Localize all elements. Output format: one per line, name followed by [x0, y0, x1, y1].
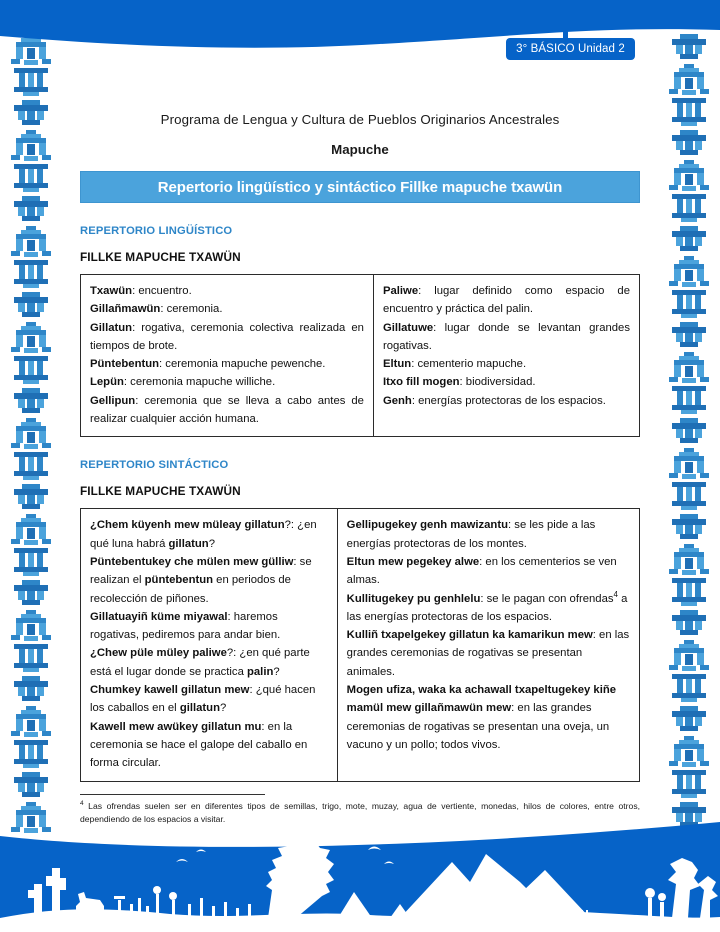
entry-term: Gillañmawün: [90, 303, 161, 316]
entry-term: Txawün: [90, 285, 133, 297]
entry-term: Kulliñ txapelgekey gillatun ka kamarikun mew: [346, 629, 593, 642]
repertoire-entry: [347, 590, 630, 627]
entry-term: Eltun mew pegekey alwe: [346, 555, 480, 568]
entry-definition-cont: ?: [273, 665, 280, 678]
repertoire-entry: [383, 373, 630, 391]
footnote-text: [80, 800, 640, 827]
entry-definition: : se les pide a las energías protectoras de los montes.: [346, 519, 596, 550]
table-column: [338, 509, 639, 780]
entry-term: Kullitugekey pu genhlelu: [346, 592, 481, 605]
entry-term: Kawell mew awükey gillatun mu: [90, 720, 262, 733]
repertoire-entry: [90, 282, 364, 300]
entry-term: Gellipugekey genh mawizantu: [346, 519, 509, 532]
entry-term-inline: püntebentun: [144, 574, 214, 587]
footnote-marker: 4: [613, 589, 618, 599]
repertoire-entry: [383, 355, 630, 373]
repertoire-entry: [90, 319, 364, 356]
entry-definition: : rogativa, ceremonia colectiva realizada en tiempos de brote.: [90, 321, 364, 352]
repertoire-entry: [90, 516, 328, 553]
entry-definition: : ceremonia mapuche pewenche.: [159, 358, 326, 371]
unit-badge: 3° BÁSICO Unidad 2: [506, 38, 635, 60]
mapuche-border-left: [8, 34, 54, 834]
entry-term-inline: palin: [247, 665, 274, 678]
entry-term: Chumkey kawell gillatun mew: [90, 684, 250, 697]
entry-definition: : ceremonia que se lleva a cabo antes de realizar cualquier acción humana.: [90, 394, 364, 426]
mapuche-border-right: [666, 34, 712, 834]
section-heading-sintactico: REPERTORIO SINTÁCTICO: [80, 459, 229, 472]
entry-definition-cont: a las energías protectoras de los espacios.: [346, 592, 628, 623]
table-column: [81, 509, 338, 780]
section-subheading-sintactico: FILLKE MAPUCHE TXAWÜN: [80, 484, 241, 499]
repertoire-entry: [90, 355, 364, 373]
repertoire-entry: [347, 516, 630, 553]
repertoire-entry: [347, 553, 630, 590]
entry-definition: : se le pagan con ofrendas: [480, 592, 614, 605]
footnote-marker: 4: [80, 799, 84, 807]
banner-title: Repertorio lingüístico y sintáctico Fillke mapuche txawün: [80, 171, 640, 203]
repertoire-entry: [347, 681, 630, 754]
repertoire-entry: [383, 392, 630, 410]
entry-definition: : en las grandes ceremonias de rogativas se presentan una oveja, un vacuno y un pollo; todos vivos.: [346, 702, 610, 751]
entry-definition: : ceremonia mapuche williche.: [123, 376, 276, 389]
repertoire-entry: [90, 681, 328, 718]
table-repertorio-sintactico: [80, 508, 640, 781]
entry-definition-cont: ?: [208, 537, 215, 550]
entry-term: Paliwe: [382, 285, 419, 297]
entry-definition: : lugar definido como espacio de encuentro y práctica del palin.: [382, 285, 630, 316]
entry-definition: : energías protectoras de los espacios.: [411, 394, 606, 407]
repertoire-entry: [90, 553, 328, 608]
section-subheading-linguistico: FILLKE MAPUCHE TXAWÜN: [80, 250, 241, 264]
entry-definition: : ¿qué hacen los caballos en el: [90, 684, 316, 715]
entry-definition-cont: en periodos de recolección de piñones.: [90, 574, 291, 605]
entry-definition: : encuentro.: [132, 285, 192, 297]
table-column: [374, 275, 639, 436]
repertoire-entry: [90, 718, 328, 773]
entry-term: ¿Chem küyenh mew müleay gillatun: [90, 519, 285, 532]
repertoire-entry: [90, 608, 328, 645]
repertoire-entry: [383, 319, 630, 356]
program-title: Programa de Lengua y Cultura de Pueblos Originarios Ancestrales: [160, 112, 560, 127]
entry-term: Püntebentun: [90, 358, 160, 371]
table-repertorio-linguistico: [80, 274, 640, 437]
footnote-body: Las ofrendas suelen ser en diferentes tipos de semillas, trigo, mote, muzay, agua de vertiente, monedas, hilos de colores, entre otros, dependiendo de los espacios a visitar.: [80, 800, 640, 824]
entry-definition: : ceremonia.: [160, 303, 223, 316]
entry-term: Genh: [382, 394, 412, 407]
entry-definition: ?: ¿en qué parte está el lugar donde se practica: [90, 647, 310, 678]
entry-definition: : en las grandes ceremonias de rogativas se presentan animales.: [346, 629, 630, 678]
entry-definition: : cementerio mapuche.: [411, 358, 527, 371]
entry-term-inline: gillatun: [168, 537, 209, 550]
entry-term: ¿Chew püle müley paliwe: [90, 647, 227, 660]
repertoire-entry: [347, 626, 630, 681]
bottom-illustration-band: [0, 820, 720, 932]
entry-definition-cont: ?: [219, 702, 227, 715]
document-content: [80, 0, 640, 826]
footnote-area: [80, 794, 640, 827]
repertoire-entry: [90, 300, 364, 318]
footnote-divider: [80, 794, 265, 795]
section-heading-linguistico: REPERTORIO LINGÜÍSTICO: [80, 225, 233, 237]
repertoire-entry: [383, 282, 630, 319]
entry-term: Gillatuayiñ küme miyawal: [90, 610, 228, 623]
entry-term: Eltun: [382, 358, 412, 371]
entry-definition: : se realizan el: [90, 555, 312, 587]
entry-term: Itxo fill mogen: [382, 376, 460, 389]
people-title: Mapuche: [331, 142, 389, 157]
entry-definition: : haremos rogativas, pediremos para andar bien.: [90, 610, 281, 642]
entry-term: Mogen ufiza, waka ka achawall txapeltugekey kiñe mamül mew gillañmawün mew: [346, 684, 617, 715]
repertoire-entry: [90, 644, 328, 681]
entry-definition: : lugar donde se levantan grandes rogativas.: [382, 321, 630, 352]
repertoire-entry: [90, 392, 364, 429]
entry-definition: ?: ¿en qué luna habrá: [90, 519, 317, 550]
entry-term: Püntebentukey che mülen mew gülliw: [90, 555, 294, 568]
entry-term-inline: gillatun: [179, 702, 220, 715]
entry-term: Lepün: [90, 376, 124, 389]
repertoire-entry: [90, 373, 364, 391]
entry-definition: : biodiversidad.: [459, 376, 536, 389]
entry-definition: : en la ceremonia se hace el galope del caballo en forma circular.: [90, 720, 308, 770]
entry-definition: : en los cementerios se ven almas.: [346, 555, 617, 587]
table-column: [81, 275, 374, 436]
entry-term: Gillatun: [90, 321, 133, 334]
entry-term: Gillatuwe: [382, 321, 434, 334]
entry-term: Gellipun: [90, 394, 136, 407]
